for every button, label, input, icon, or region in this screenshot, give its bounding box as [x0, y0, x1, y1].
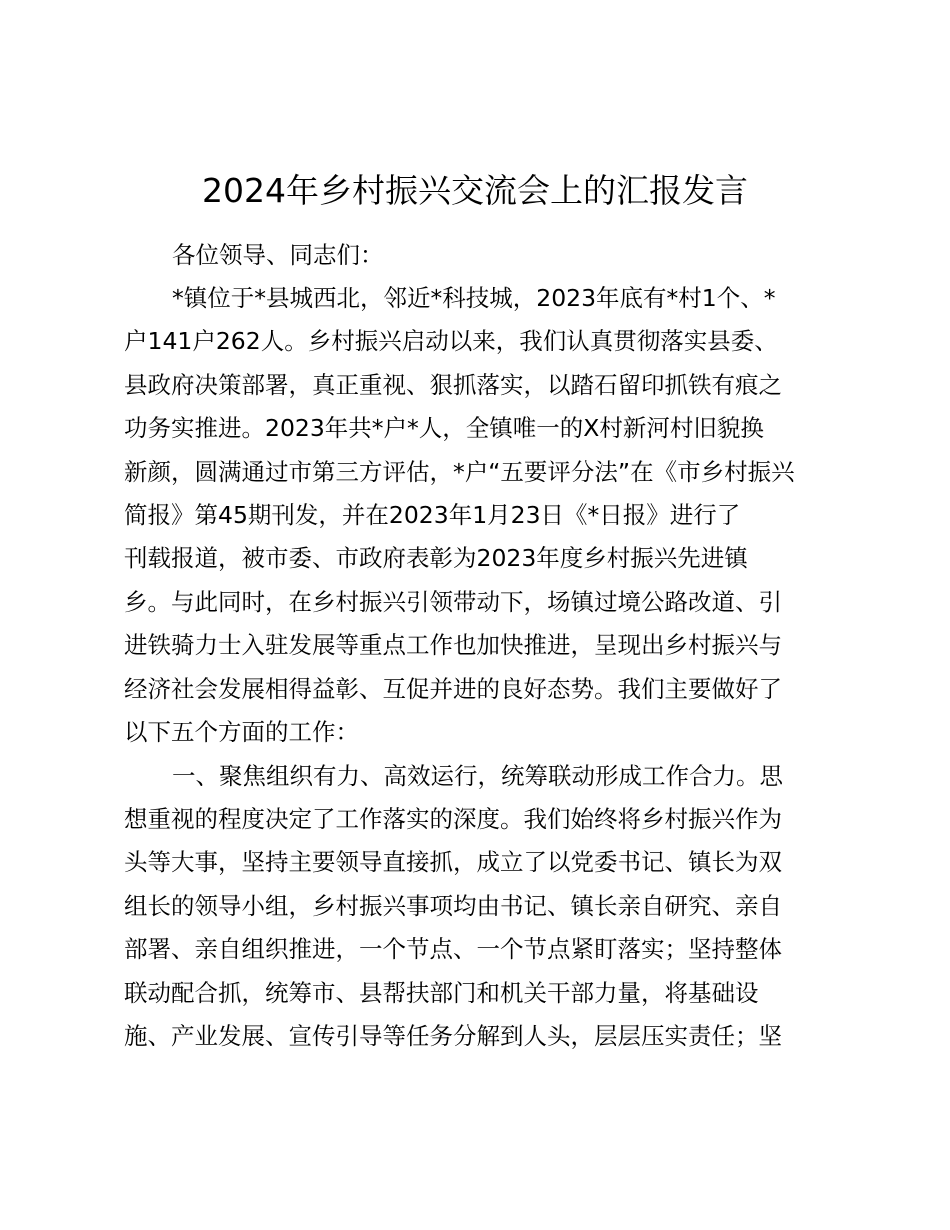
salutation: 各位领导、同志们： — [172, 241, 384, 269]
paragraph-line: 功务实推进。2023年共*户*人，全镇唯一的X村新河村旧貌换 — [124, 414, 764, 442]
document-title: 2024年乡村振兴交流会上的汇报发言 — [202, 171, 748, 210]
paragraph-line: 刊载报道，被市委、市政府表彰为2023年度乡村振兴先进镇 — [124, 544, 748, 572]
paragraph-line: 进铁骑力士入驻发展等重点工作也加快推进，呈现出乡村振兴与 — [124, 631, 782, 659]
section-heading-line: 一、聚焦组织有力、高效运行，统筹联动形成工作合力。思 — [172, 762, 783, 790]
paragraph-line: 经济社会发展相得益彰、互促并进的良好态势。我们主要做好了 — [124, 675, 782, 703]
paragraph-line: 户141户262人。乡村振兴启动以来，我们认真贯彻落实县委、 — [124, 327, 778, 355]
paragraph-line: 新颜，圆满通过市第三方评估，*户“五要评分法”在《市乡村振兴 — [124, 458, 795, 486]
paragraph-line: 组长的领导小组，乡村振兴事项均由书记、镇长亲自研究、亲自 — [124, 892, 782, 920]
paragraph-line: 以下五个方面的工作： — [124, 718, 359, 746]
paragraph-line: 简报》第45期刊发，并在2023年1月23日《*日报》进行了 — [124, 501, 741, 529]
paragraph-line: 想重视的程度决定了工作落实的深度。我们始终将乡村振兴作为 — [124, 805, 782, 833]
paragraph-line: 头等大事，坚持主要领导直接抓，成立了以党委书记、镇长为双 — [124, 848, 782, 876]
paragraph-line: 乡。与此同时，在乡村振兴引领带动下，场镇过境公路改道、引 — [124, 588, 782, 616]
paragraph-line: *镇位于*县城西北，邻近*科技城，2023年底有*村1个、* — [172, 284, 776, 312]
paragraph-line: 部署、亲自组织推进，一个节点、一个节点紧盯落实；坚持整体 — [124, 935, 782, 963]
paragraph-line: 施、产业发展、宣传引导等任务分解到人头，层层压实责任；坚 — [124, 1022, 782, 1050]
paragraph-line: 县政府决策部署，真正重视、狠抓落实，以踏石留印抓铁有痕之 — [124, 371, 782, 399]
paragraph-line: 联动配合抓，统筹市、县帮扶部门和机关干部力量，将基础设 — [124, 979, 759, 1007]
